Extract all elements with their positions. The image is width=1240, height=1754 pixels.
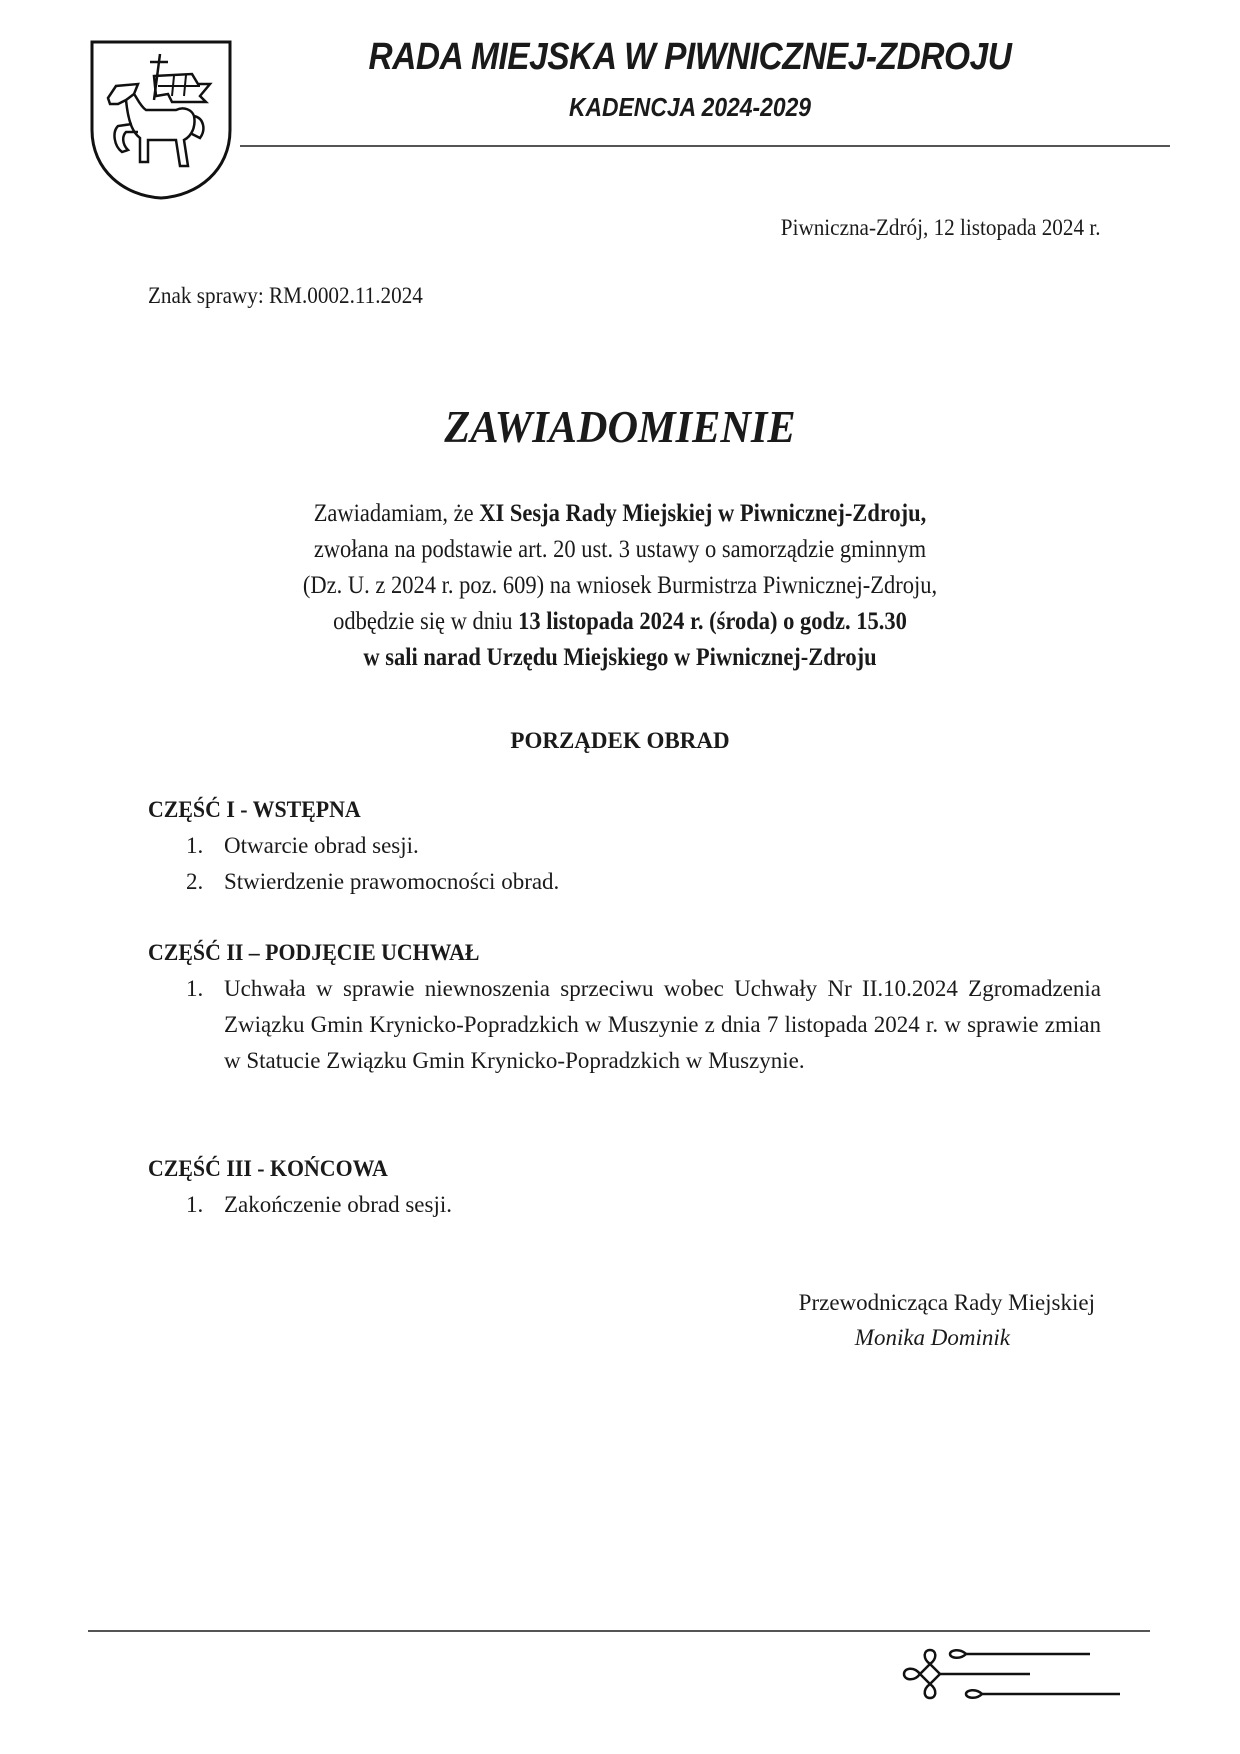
coat-of-arms-icon bbox=[88, 40, 234, 200]
item-number: 2. bbox=[186, 869, 204, 894]
item-text: Zakończenie obrad sesji. bbox=[224, 1192, 452, 1217]
case-reference: Znak sprawy: RM.0002.11.2024 bbox=[148, 283, 423, 308]
term-subtitle: KADENCJA 2024-2029 bbox=[568, 92, 812, 122]
place-date: Piwniczna-Zdrój, 12 listopada 2024 r. bbox=[780, 215, 1100, 240]
notice-paragraph bbox=[140, 496, 1100, 676]
agenda-item bbox=[186, 971, 1101, 1079]
item-number: 1. bbox=[186, 1192, 204, 1217]
organization-title: RADA MIEJSKA W PIWNICZNEJ-ZDROJU bbox=[368, 36, 1012, 78]
agenda-section-heading: CZĘŚĆ I - WSTĘPNA bbox=[148, 797, 361, 822]
agenda-section-heading: CZĘŚĆ II – PODJĘCIE UCHWAŁ bbox=[148, 940, 480, 965]
notice-line-3: (Dz. U. z 2024 r. poz. 609) na wniosek Burmistrza Piwnicznej-Zdroju, bbox=[302, 572, 938, 599]
agenda-item bbox=[186, 1187, 1101, 1223]
notice-text: Zawiadamiam, że bbox=[313, 500, 480, 527]
item-number: 1. bbox=[186, 833, 204, 858]
notice-text: odbędzie się w dniu bbox=[333, 608, 519, 635]
footer-divider bbox=[88, 1630, 1150, 1632]
session-location: w sali narad Urzędu Miejskiego w Piwnicznej-Zdroju bbox=[363, 644, 877, 671]
signatory-role: Przewodnicząca Rady Miejskiej bbox=[798, 1290, 1095, 1315]
session-date-time: 13 listopada 2024 r. (środa) o godz. 15.30 bbox=[518, 608, 907, 635]
agenda-section-heading: CZĘŚĆ III - KOŃCOWA bbox=[148, 1156, 388, 1181]
notice-line-4 bbox=[188, 604, 1052, 640]
item-text: Uchwała w sprawie niewnoszenia sprzeciwu wobec Uchwały Nr II.10.2024 Zgromadzenia Związku Gmin Krynicko-Popradzkich w Muszynie z dnia 7 listopada 2024 r. w sprawie zmian w Statucie Związku Gmin Krynicko-Popradzkich w Muszynie. bbox=[224, 976, 1101, 1073]
agenda-title: PORZĄDEK OBRAD bbox=[510, 728, 730, 753]
agenda-item bbox=[186, 828, 1101, 864]
agenda-item bbox=[186, 864, 1101, 900]
item-number: 1. bbox=[186, 976, 204, 1001]
notice-line-1 bbox=[188, 496, 1052, 532]
item-text: Stwierdzenie prawomocności obrad. bbox=[224, 869, 560, 894]
notice-line-2: zwołana na podstawie art. 20 ust. 3 ustawy o samorządzie gminnym bbox=[313, 536, 927, 563]
header-divider bbox=[240, 145, 1170, 147]
document-title: ZAWIADOMIENIE bbox=[444, 401, 796, 452]
item-text: Otwarcie obrad sesji. bbox=[224, 833, 419, 858]
notice-line-5 bbox=[188, 640, 1052, 676]
signatory-name: Monika Dominik bbox=[854, 1325, 1010, 1350]
decorative-ornament-icon bbox=[890, 1640, 1130, 1720]
session-name: XI Sesja Rady Miejskiej w Piwnicznej-Zdroju, bbox=[479, 500, 927, 527]
